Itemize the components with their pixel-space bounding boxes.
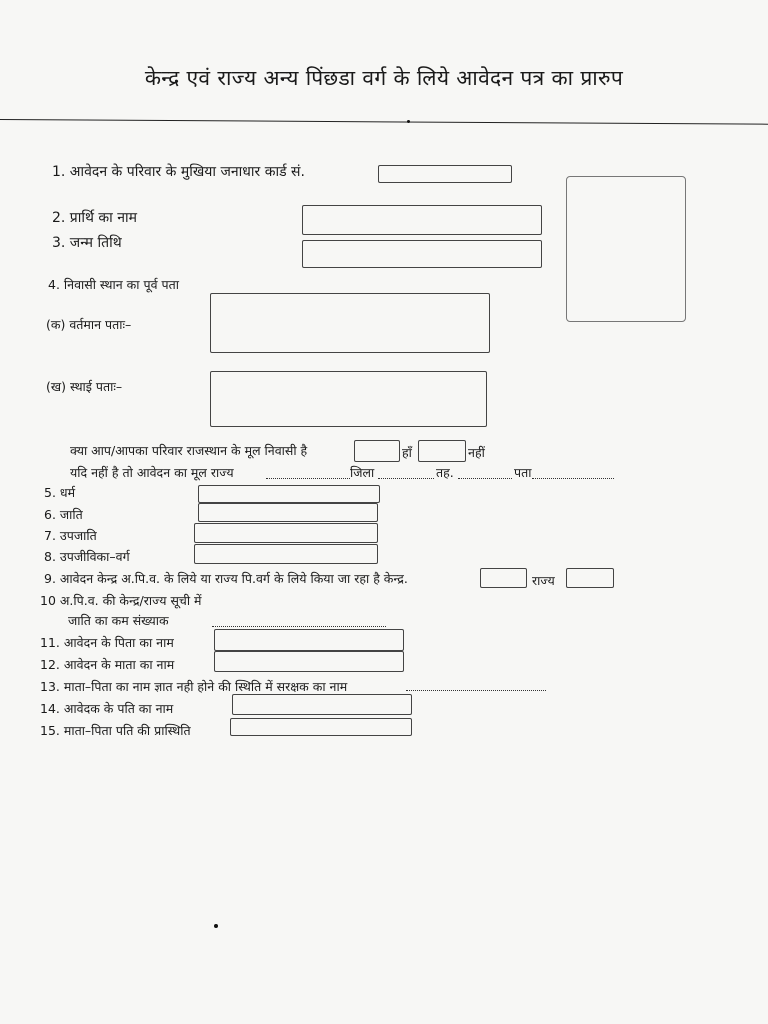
occupation-field[interactable] (194, 544, 378, 564)
title-divider (0, 119, 768, 125)
label-applicant-name: 2. प्रार्थि का नाम (52, 210, 138, 226)
father-name-field[interactable] (214, 629, 404, 651)
label-caste: 6. जाति (44, 507, 83, 522)
current-address-field[interactable] (210, 293, 490, 353)
label-permanent-address: (ख) स्थाई पताः– (46, 379, 123, 394)
label-no: नहीं (468, 445, 485, 460)
label-dob: 3. जन्म तिथि (52, 235, 122, 251)
caste-field[interactable] (198, 503, 378, 522)
janaadhar-field[interactable] (378, 165, 512, 183)
label-tehsil: तह. (436, 465, 454, 480)
label-previous-address: 4. निवासी स्थान का पूर्व पता (48, 277, 179, 292)
native-yes-box[interactable] (354, 440, 400, 462)
parent-status-field[interactable] (230, 718, 412, 736)
label-current-address: (क) वर्तमान पताः– (46, 317, 132, 332)
guardian-name-line[interactable] (406, 690, 546, 691)
label-parent-status: 15. माता–पिता पति की प्रास्थिति (40, 723, 191, 738)
label-guardian-name: 13. माता–पिता का नाम ज्ञात नही होने की स्थिति में सरक्षक का नाम (40, 679, 348, 694)
mother-name-field[interactable] (214, 651, 404, 672)
religion-field[interactable] (198, 485, 380, 503)
permanent-address-field[interactable] (210, 371, 487, 427)
label-occupation: 8. उपजीविका–वर्ग (44, 549, 130, 564)
scan-speck (214, 924, 218, 928)
label-yes: हाँ (402, 445, 412, 460)
state-box[interactable] (566, 568, 614, 588)
label-religion: 5. धर्म (44, 485, 76, 500)
subcaste-field[interactable] (194, 523, 378, 543)
scan-speck (407, 120, 410, 123)
label-janaadhar: 1. आवेदन के परिवार के मुखिया जनाधार कार्ड सं. (52, 164, 305, 180)
district-line[interactable] (378, 478, 434, 479)
label-native-state: यदि नहीं है तो आवेदन का मूल राज्य (70, 465, 234, 480)
label-subcaste: 7. उपजाति (44, 528, 97, 543)
label-husband-name: 14. आवेदक के पति का नाम (40, 701, 174, 716)
label-native-resident: क्या आप/आपका परिवार राजस्थान के मूल निवासी है (70, 443, 308, 458)
label-mother-name: 12. आवेदन के माता का नाम (40, 657, 175, 672)
label-list-entry: 10 अ.पि.व. की केन्द्र/राज्य सूची में (40, 593, 202, 608)
dob-field[interactable] (302, 240, 542, 268)
label-application-type: 9. आवेदन केन्द्र अ.पि.व. के लिये या राज्य पि.वर्ग के लिये किया जा रहा है केन्द्र. (44, 571, 408, 586)
husband-name-field[interactable] (232, 694, 412, 715)
label-address: पता (514, 465, 532, 480)
label-caste-serial: जाति का कम संख्याक (68, 613, 169, 628)
applicant-name-field[interactable] (302, 205, 542, 235)
central-box[interactable] (480, 568, 527, 588)
native-state-line[interactable] (266, 478, 350, 479)
tehsil-line[interactable] (458, 478, 512, 479)
form-title: केन्द्र एवं राज्य अन्य पिंछडा वर्ग के लिये आवेदन पत्र का प्रारुप (144, 66, 624, 90)
caste-serial-line[interactable] (212, 626, 386, 627)
label-district: जिला (350, 465, 375, 480)
address-line[interactable] (532, 478, 614, 479)
photo-box (566, 176, 686, 322)
native-no-box[interactable] (418, 440, 466, 462)
label-father-name: 11. आवेदन के पिता का नाम (40, 635, 174, 650)
label-state: राज्य (532, 573, 555, 588)
